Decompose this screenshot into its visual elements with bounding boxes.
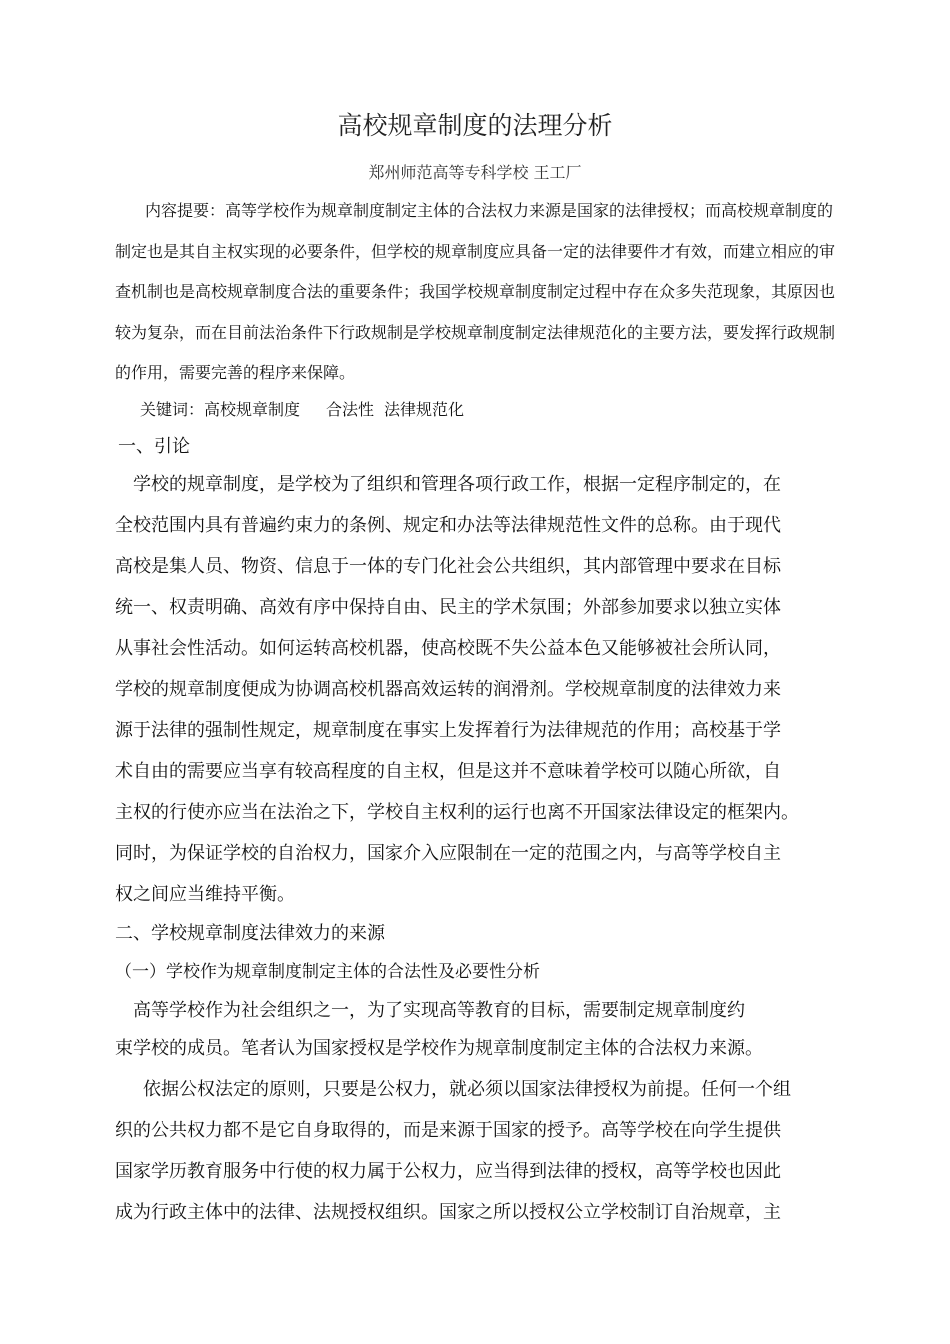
body-line: 统一、权责明确、高效有序中保持自由、民主的学术氛围；外部参加要求以独立实体	[115, 597, 781, 618]
keywords-line	[140, 394, 464, 426]
body-line: 术自由的需要应当享有较高程度的自主权，但是这并不意味着学校可以随心所欲，自	[115, 761, 781, 782]
body-line: 源于法律的强制性规定，规章制度在事实上发挥着行为法律规范的作用；高校基于学	[115, 720, 781, 741]
body-line: 全校范围内具有普遍约束力的条例、规定和办法等法律规范性文件的总称。由于现代	[115, 515, 781, 536]
author-line: 郑州师范高等专科学校 王工厂	[368, 163, 582, 182]
keyword-3: 法律规范化	[384, 400, 465, 419]
document-title: 高校规章制度的法理分析	[337, 111, 613, 140]
keyword-1: 高校规章制度	[204, 400, 301, 419]
body-line: 成为行政主体中的法律、法规授权组织。国家之所以授权公立学校制订自治规章，主	[115, 1202, 781, 1223]
body-line: 主权的行使亦应当在法治之下，学校自主权利的运行也离不开国家法律设定的框架内。	[115, 802, 799, 823]
body-line: 学校的规章制度便成为协调高校机器高效运转的润滑剂。学校规章制度的法律效力来	[115, 679, 781, 700]
body-line: 依据公权法定的原则，只要是公权力，就必须以国家法律授权为前提。任何一个组	[143, 1079, 791, 1100]
body-line: 学校的规章制度，是学校为了组织和管理各项行政工作，根据一定程序制定的，在	[133, 474, 781, 495]
section-heading-2: 二、学校规章制度法律效力的来源	[115, 923, 385, 944]
section-heading-1: 一、引论	[118, 436, 190, 457]
body-line: 权之间应当维持平衡。	[115, 884, 295, 905]
body-line: 高等学校作为社会组织之一，为了实现高等教育的目标，需要制定规章制度约	[133, 1000, 745, 1021]
keyword-2: 合法性	[326, 400, 375, 419]
body-line: 束学校的成员。笔者认为国家授权是学校作为规章制度制定主体的合法权力来源。	[115, 1038, 763, 1059]
body-line: 高校是集人员、物资、信息于一体的专门化社会公共组织，其内部管理中要求在目标	[115, 556, 781, 577]
subsection-heading: （一）学校作为规章制度制定主体的合法性及必要性分析	[115, 962, 540, 982]
keywords-label: 关键词：	[140, 400, 205, 419]
body-line: 同时，为保证学校的自治权力，国家介入应限制在一定的范围之内，与高等学校自主	[115, 843, 781, 864]
body-line: 国家学历教育服务中行使的权力属于公权力，应当得到法律的授权，高等学校也因此	[115, 1161, 781, 1182]
abstract-paragraph	[115, 191, 840, 394]
body-line: 从事社会性活动。如何运转高校机器，使高校既不失公益本色又能够被社会所认同，	[115, 638, 781, 659]
abstract-text: 内容提要：高等学校作为规章制度制定主体的合法权力来源是国家的法律授权；而高校规章制度的制定也是其自主权实现的必要条件，但学校的规章制度应具备一定的法律要件才有效，而建立相应的审查机制也是高校规章制度合法的重要条件；我国学校规章制度制定过程中存在众多失范现象，其原因也较为复杂，而在目前法治条件下行政规制是学校规章制度制定法律规范化的主要方法，要发挥行政规制的作用，需要完善的程序来保障。	[115, 201, 836, 382]
body-line: 织的公共权力都不是它自身取得的，而是来源于国家的授予。高等学校在向学生提供	[115, 1120, 781, 1141]
